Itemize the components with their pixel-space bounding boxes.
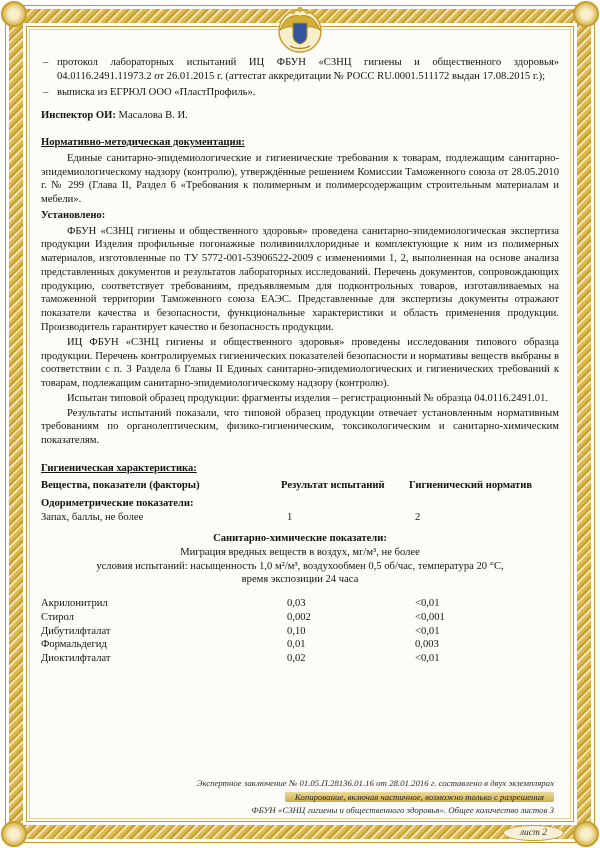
corner-ornament: [573, 1, 599, 27]
row-name: Запах, баллы, не более: [41, 512, 144, 524]
row-result: 0,10: [287, 625, 306, 637]
corner-ornament: [1, 1, 27, 27]
footer-ribbon: Копирование, включая частичное, возможно только с разрешения: [285, 792, 554, 802]
established-paragraph: Испытан типовой образец продукции: фрагменты изделия – регистрационный № образца 04.0116.2491.01.: [67, 392, 549, 404]
sanchem-note: условия испытаний: насыщенность 1,0 м²/м³, воздухообмен 0,5 об/час, температура 20 °С,: [96, 560, 504, 572]
hygiene-section: [41, 462, 559, 666]
row-result: 0,03: [287, 598, 306, 610]
row-name: Диоктилфталат: [41, 653, 111, 665]
list-item: [41, 86, 559, 100]
established-paragraph: Результаты испытаний показали, что типовой образец продукции отвечает установленным нормативным требованиям по органолептическим, физико-гигиеническим, токсикологическим и санитарно-химическим показателям.: [41, 407, 559, 447]
inspector-label: Инспектор ОИ:: [41, 110, 116, 122]
coat-of-arms-icon: [276, 4, 324, 54]
table-row: [41, 652, 559, 666]
table-row: [41, 625, 559, 639]
normative-text: Единые санитарно-эпидемиологические и гигиенические требования к товарам, подлежащим санитарно-эпидемиологическому надзору (контролю), утверждённые решением Комиссии Таможенного союза от 28.05.2010 г. № 299 (Глава II, Раздел 6 «Требования к полимерным и полимерсодержащим строительным материалам и мебели».: [41, 152, 559, 206]
sanchem-note: Миграция вредных веществ в воздух, мг/м³, не более: [180, 546, 420, 558]
bullet-text: выписка из ЕГРЮЛ ООО «ПластПрофиль».: [57, 86, 256, 98]
inspector-line: [41, 109, 559, 123]
table-row: [41, 611, 559, 625]
row-norm: <0,001: [415, 611, 445, 623]
row-result: 0,002: [287, 611, 311, 623]
section-heading-normative: Нормативно-методическая документация:: [41, 137, 245, 149]
odorimetric-heading: Одориметрические показатели:: [41, 498, 194, 510]
established-paragraph: ФБУН «СЗНЦ гигиены и общественного здоровья» проведена санитарно-эпидемиологическая экспертиза продукции Изделия профильные погонажные поливинилхлоридные и комплектующие к ним из полимерных материалов, изготовленные по ТУ 5772-001-53906522-2009 с изменениями 1, 2, выполненная на основе анализа представленных документов и результатов лабораторных исследований. Перечень документов, сопровождающих продукцию, соответствует требованиям, предъявляемым для подконтрольных товаров, изготавливаемых на таможенной территории Таможенного союза ЕАЭС. Представленные для экспертизы документы отражают показатели качества и безопасности, функциональные характеристики и область применения продукции. Производитель гарантирует качество и безопасность продукции.: [41, 225, 559, 334]
col-header-substances: Вещества, показатели (факторы): [41, 479, 200, 491]
document-body: [41, 56, 559, 666]
row-name: Акрилонитрил: [41, 598, 108, 610]
row-norm: 0,003: [415, 639, 439, 651]
row-name: Стирол: [41, 611, 74, 623]
footer-line-2: [84, 791, 554, 805]
col-header-norm: Гигиенический норматив: [409, 479, 533, 491]
row-result: 1: [287, 512, 293, 524]
table-header-row: [41, 479, 559, 493]
corner-ornament: [573, 821, 599, 847]
footer-line-1: Экспертное заключение № 01.05.П.28136.01.16 от 28.01.2016 г. составлено в двух экземплярах: [196, 778, 554, 789]
row-name: Дибутилфталат: [41, 625, 111, 637]
table-row: [41, 597, 559, 611]
sanchem-heading: Санитарно-химические показатели:: [213, 532, 387, 544]
sanchem-note: время экспозиции 24 часа: [241, 574, 359, 586]
bullet-text: протокол лабораторных испытаний ИЦ ФБУН «СЗНЦ гигиены и общественного здоровья» 04.0116.2491.11973.2 от 26.01.2015 г. (аттестат аккредитации № РОСС RU.0001.511172 выдан 17.08.2015 г.);: [57, 57, 559, 82]
sheet-number-badge: лист 2: [503, 825, 564, 841]
row-result: 0,02: [287, 653, 306, 665]
table-row: [41, 638, 559, 652]
table-row: [41, 511, 559, 525]
row-norm: 2: [415, 512, 421, 524]
section-heading-hygiene: Гигиеническая характеристика:: [41, 462, 197, 474]
list-item: [41, 56, 559, 84]
row-result: 0,01: [287, 639, 306, 651]
inspector-name: Масалова В. И.: [118, 110, 188, 122]
col-header-result: Результат испытаний: [281, 479, 385, 491]
row-norm: <0,01: [415, 653, 440, 665]
footer-note: [84, 777, 554, 818]
footer-line-3: ФБУН «СЗНЦ гигиены и общественного здоровья». Общее количество листов 3: [251, 805, 554, 816]
dash-marker: –: [43, 57, 49, 68]
dash-marker: –: [43, 86, 49, 98]
row-name: Формальдегид: [41, 639, 107, 651]
established-paragraph: ИЦ ФБУН «СЗНЦ гигиены и общественного здоровья» проведены исследования типового образца продукции. Перечень контролируемых гигиенических показателей безопасности и нормативы веществ выбраны в соответствии с п. 3 Раздела 6 Главы II Единых санитарно-эпидемиологических и гигиенических требований к товарам, подлежащим санитарно-эпидемиологическому надзору (контролю).: [41, 336, 559, 390]
row-norm: <0,01: [415, 598, 440, 610]
row-norm: <0,01: [415, 625, 440, 637]
section-heading-established: Установлено:: [41, 209, 106, 221]
corner-ornament: [1, 821, 27, 847]
